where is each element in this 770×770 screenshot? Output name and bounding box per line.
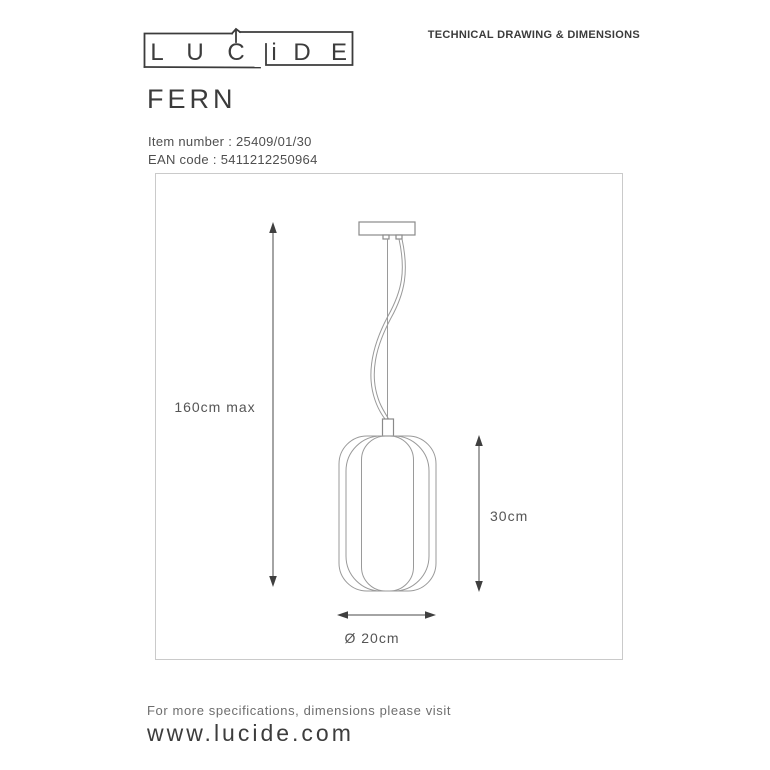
power-cord-strand-1 — [371, 239, 403, 419]
logo-letter-i: i — [271, 39, 277, 66]
logo-letter-u: U — [186, 39, 204, 66]
product-name: FERN — [147, 84, 237, 114]
diameter-label: Ø 20cm — [344, 630, 400, 646]
shade-height-label: 30cm — [490, 508, 529, 524]
shade-height-arrow-up-icon — [475, 435, 483, 446]
height-arrow-up-icon — [269, 222, 277, 233]
ean-code-row — [148, 151, 318, 168]
item-number-row — [148, 133, 318, 150]
item-number-value: 25409/01/30 — [236, 134, 312, 149]
logo-letter-e: E — [330, 39, 348, 66]
lucide-logo — [143, 27, 355, 73]
item-number-separator: : — [224, 134, 237, 149]
product-meta — [148, 133, 318, 169]
diameter-arrow-right-icon — [425, 611, 436, 619]
lamp-stem — [383, 419, 394, 436]
diameter-arrow-left-icon — [337, 611, 348, 619]
canopy-cable-grip — [383, 235, 389, 239]
shade-height-arrow-down-icon — [475, 581, 483, 592]
shade-outline-outer — [339, 436, 436, 591]
ean-code-value: 5411212250964 — [220, 152, 318, 167]
logo-letter-l: L — [150, 39, 164, 66]
power-cord-strand-2 — [374, 239, 405, 419]
item-number-label: Item number — [148, 134, 225, 149]
website-link: www.lucide.com — [147, 720, 354, 746]
ean-code-separator: : — [208, 152, 221, 167]
footer — [147, 703, 451, 747]
footer-note: For more specifications, dimensions please visit — [147, 703, 452, 718]
shade-outline-inner — [362, 436, 414, 591]
logo-letter-d: D — [293, 39, 311, 66]
ceiling-canopy — [359, 222, 415, 235]
pendant-lamp-drawing — [156, 174, 622, 659]
ean-code-label: EAN code — [148, 152, 209, 167]
sheet-title: TECHNICAL DRAWING & DIMENSIONS — [427, 29, 640, 41]
logo-letter-c: C — [227, 39, 245, 66]
lucide-logo-graphic — [143, 27, 355, 73]
shade-outline-middle — [346, 436, 429, 591]
technical-drawing-frame — [155, 173, 623, 660]
canopy-cord-grip — [396, 235, 402, 239]
height-arrow-down-icon — [269, 576, 277, 587]
logo-frame-bottom-left — [145, 67, 261, 68]
height-dimension-label: 160cm max — [174, 399, 256, 415]
